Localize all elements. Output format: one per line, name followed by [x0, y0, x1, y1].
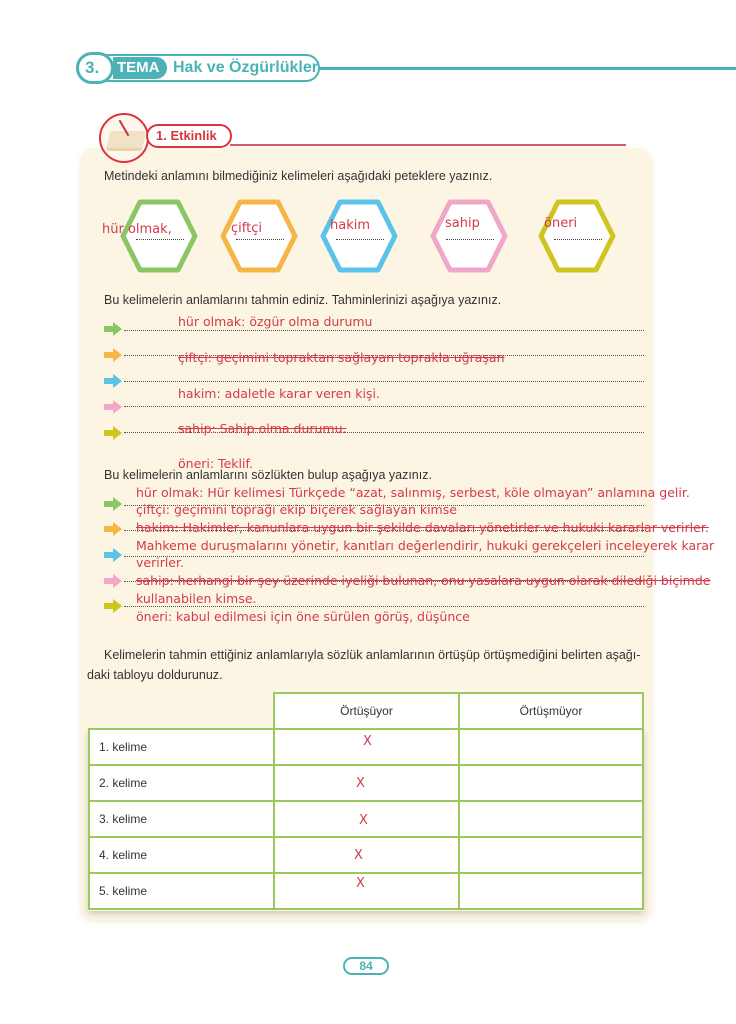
open-book-icon — [99, 113, 149, 163]
arrow-right-icon — [104, 599, 122, 613]
hexagon-word-4: sahip — [445, 216, 480, 231]
hexagon-blank — [554, 239, 602, 240]
x-mark-row-2: X — [356, 776, 365, 791]
hexagon-4[interactable] — [430, 199, 508, 273]
dictionary-line-3[interactable] — [124, 556, 644, 557]
guess-answer-2: çiftçi: geçimini topraktan sağlayan toprakla uğraşan — [178, 350, 505, 365]
theme-tag: TEMA — [113, 57, 167, 79]
section1-instruction: Metindeki anlamını bilmediğiniz kelimeleri aşağıdaki peteklere yazınız. — [104, 169, 493, 183]
arrow-right-icon — [104, 348, 122, 362]
theme-number: 3. — [85, 58, 100, 77]
arrow-right-icon — [104, 497, 122, 511]
table-row-label: 2. kelime — [88, 764, 275, 802]
section2-instruction: Bu kelimelerin anlamlarını tahmin ediniz. Tahminlerinizi aşağıya yazınız. — [104, 293, 502, 307]
table-header-ortusuyor: Örtüşüyor — [273, 692, 460, 730]
guess-line-4[interactable] — [124, 406, 644, 407]
table-cell-ortusmuyor[interactable] — [458, 836, 644, 874]
hexagon-blank — [336, 239, 384, 240]
arrow-right-icon — [104, 574, 122, 588]
table-row-label: 3. kelime — [88, 800, 275, 838]
section3-instruction: Bu kelimelerin anlamlarını sözlükten bulup aşağıya yazınız. — [104, 468, 432, 482]
arrow-right-icon — [104, 374, 122, 388]
dictionary-answer-4: sahip: herhangi bir şey üzerinde iyeliği bulunan, onu yasalara uygun olarak dilediği biçimde — [136, 573, 711, 588]
dictionary-answer-2: çiftçi: geçimini toprağı ekip biçerek sağlayan kimse — [136, 502, 457, 517]
dictionary-answer-3: hakim: Hakimler, kanunlara uygun bir şekilde davaları yönetirler ve hukuki kararlar verirler. — [136, 520, 709, 535]
guess-line-3[interactable] — [124, 381, 644, 382]
hexagon-word-1: hür olmak, — [102, 222, 172, 237]
guess-answer-5: öneri: Teklif. — [178, 456, 253, 471]
dictionary-answer-5: öneri: kabul edilmesi için öne sürülen görüş, düşünce — [136, 609, 470, 624]
hexagon-2[interactable] — [220, 199, 298, 273]
section4-instruction-line2: daki tabloyu doldurunuz. — [87, 668, 223, 682]
hexagon-5[interactable] — [538, 199, 616, 273]
x-mark-row-4: X — [354, 848, 363, 863]
dictionary-answer-1: hür olmak: Hür kelimesi Türkçede “azat, salınmış, serbest, köle olmayan” anlamına gelir. — [136, 485, 690, 500]
table-cell-ortusuyor[interactable] — [273, 836, 460, 874]
hexagon-word-2: çiftçi — [231, 221, 262, 236]
arrow-right-icon — [104, 548, 122, 562]
x-mark-row-3: X — [359, 813, 368, 828]
section4-instruction-line1: Kelimelerin tahmin ettiğiniz anlamlarıyla sözlük anlamlarının örtüşüp örtüşmediğini belirten aşağı- — [104, 648, 641, 662]
hexagon-word-3: hakim — [330, 218, 371, 233]
theme-title: Hak ve Özgürlükler — [173, 59, 318, 76]
dictionary-answer-3-cont2: verirler. — [136, 555, 184, 570]
guess-line-1[interactable] — [124, 330, 644, 331]
dictionary-answer-4-cont: kullanabilen kimse. — [136, 591, 257, 606]
guess-answer-3: hakim: adaletle karar veren kişi. — [178, 386, 380, 401]
page-number: 84 — [343, 957, 389, 975]
x-mark-row-5: X — [356, 876, 365, 891]
hexagon-blank — [136, 239, 184, 240]
table-cell-ortusmuyor[interactable] — [458, 728, 644, 766]
dictionary-line-5[interactable] — [124, 606, 644, 607]
activity-header-rule — [230, 144, 626, 146]
dictionary-answer-3-cont: Mahkeme duruşmalarını yönetir, kanıtları değerlendirir, hukuki gerekçeleri inceleyerek karar — [136, 538, 715, 553]
table-cell-ortusuyor[interactable] — [273, 872, 460, 910]
hexagon-blank — [446, 239, 494, 240]
hexagon-word-5: öneri — [544, 216, 578, 231]
guess-answer-1: hür olmak: özgür olma durumu — [178, 314, 373, 329]
hexagon-blank — [236, 239, 284, 240]
theme-header-rule — [310, 67, 736, 70]
x-mark-row-1: X — [363, 734, 372, 749]
arrow-right-icon — [104, 400, 122, 414]
table-cell-ortusmuyor[interactable] — [458, 872, 644, 910]
table-row-label: 1. kelime — [88, 728, 275, 766]
hexagon-3[interactable] — [320, 199, 398, 273]
table-cell-ortusmuyor[interactable] — [458, 800, 644, 838]
activity-label: 1. Etkinlik — [146, 124, 232, 148]
table-cell-ortusuyor[interactable] — [273, 764, 460, 802]
table-row-label: 4. kelime — [88, 836, 275, 874]
arrow-right-icon — [104, 426, 122, 440]
arrow-right-icon — [104, 522, 122, 536]
arrow-right-icon — [104, 322, 122, 336]
table-row-label: 5. kelime — [88, 872, 275, 910]
table-cell-ortusmuyor[interactable] — [458, 764, 644, 802]
table-header-ortusmuyor: Örtüşmüyor — [458, 692, 644, 730]
guess-answer-4: sahip: Sahip olma durumu. — [178, 421, 347, 436]
